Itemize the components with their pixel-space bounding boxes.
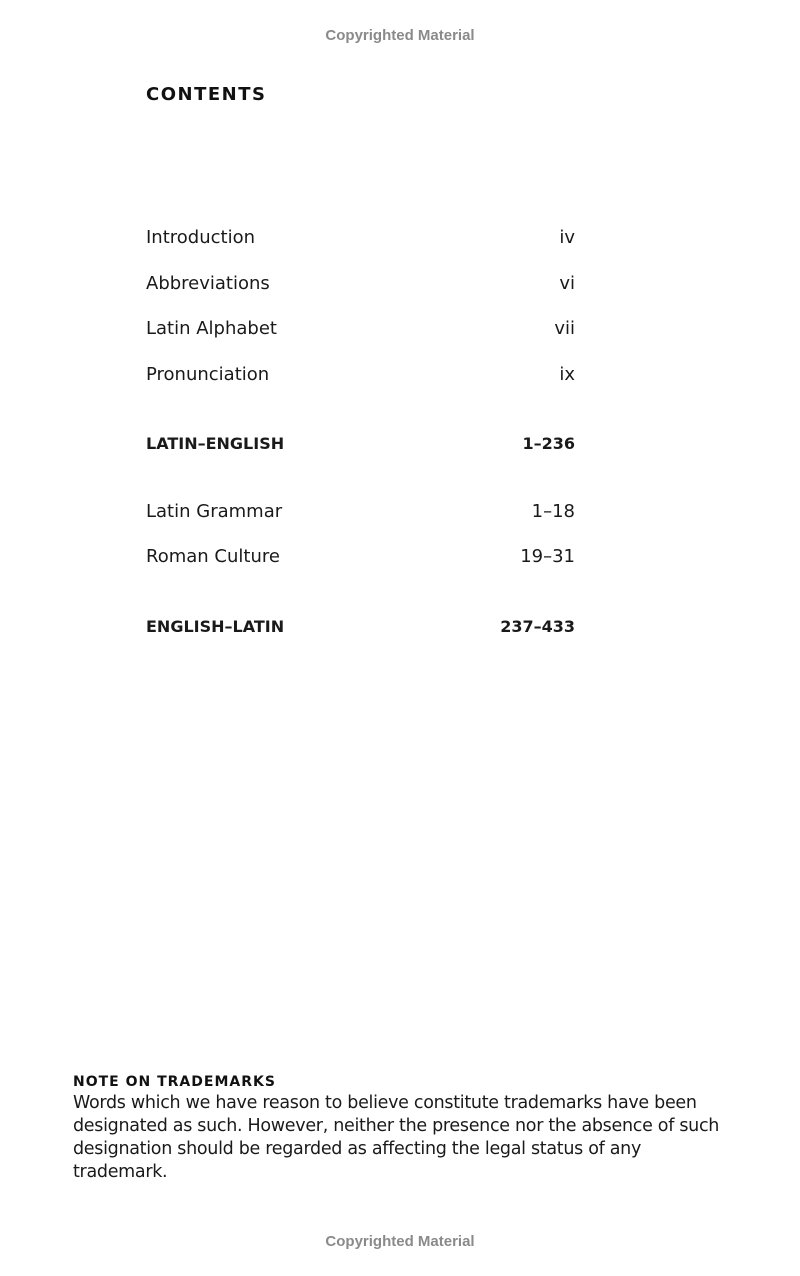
toc-entry-page: ix [559, 364, 575, 385]
copyright-watermark-top: Copyrighted Material [325, 27, 475, 44]
toc-section-title: LATIN–ENGLISH [146, 434, 285, 453]
copyright-watermark-bottom: Copyrighted Material [325, 1233, 475, 1250]
toc-section-latin-english [146, 434, 575, 453]
trademark-note [73, 1072, 733, 1184]
toc-entry-abbreviations [146, 273, 575, 294]
toc-entry-latin-grammar [146, 501, 575, 522]
toc-entry-latin-alphabet [146, 318, 575, 339]
toc-entry-title: Introduction [146, 227, 256, 248]
toc-entry-page: iv [559, 227, 575, 248]
trademark-note-body: Words which we have reason to believe constitute trademarks have been designated as such. However, neither the presence nor the absence of such designation should be regarded as affecting the legal status of any trademark. [73, 1093, 720, 1182]
toc-entry-page: 1–18 [531, 501, 575, 522]
toc-entry-introduction [146, 227, 575, 248]
toc-section-page: 237–433 [500, 617, 575, 636]
toc-entry-title: Latin Alphabet [146, 318, 277, 339]
toc-entry-title: Roman Culture [146, 546, 280, 567]
toc-section-english-latin [146, 617, 575, 636]
toc-entry-page: vii [554, 318, 575, 339]
toc-section-title: ENGLISH–LATIN [146, 617, 285, 636]
contents-heading: CONTENTS [146, 84, 267, 105]
toc-entry-page: 19–31 [520, 546, 575, 567]
toc-entry-roman-culture [146, 546, 575, 567]
toc-entry-page: vi [559, 273, 575, 294]
toc-entry-pronunciation [146, 364, 575, 385]
toc-entry-title: Abbreviations [146, 273, 270, 294]
toc-section-page: 1–236 [522, 434, 575, 453]
trademark-note-heading: NOTE ON TRADEMARKS [73, 1074, 276, 1090]
toc-entry-title: Pronunciation [146, 364, 270, 385]
toc-entry-title: Latin Grammar [146, 501, 283, 522]
